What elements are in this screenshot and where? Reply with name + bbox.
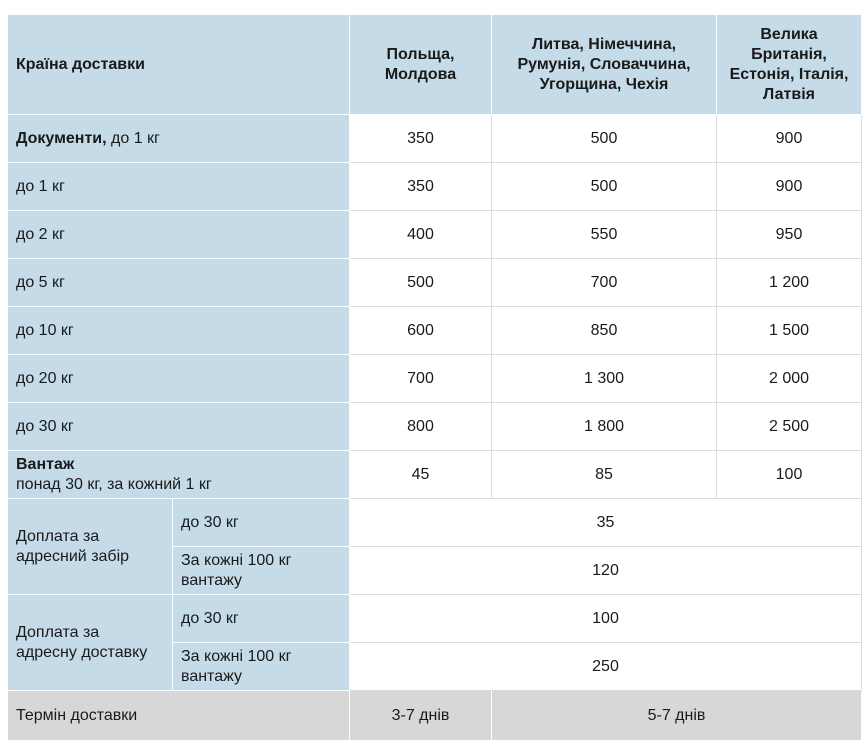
weight-zone3: 2 500 (717, 403, 862, 451)
pickup-value: 120 (350, 547, 862, 595)
zone2-header: Литва, Німеччина, Румунія, Словаччина, Угорщина, Чехія (492, 15, 717, 115)
weight-zone3: 900 (717, 163, 862, 211)
delivery-row (8, 595, 862, 643)
documents-zone1: 350 (350, 115, 492, 163)
documents-zone2: 500 (492, 115, 717, 163)
zone1-header: Польща, Молдова (350, 15, 492, 115)
weight-row (8, 211, 862, 259)
country-header: Країна доставки (8, 15, 350, 115)
weight-zone2: 850 (492, 307, 717, 355)
weight-zone1: 700 (350, 355, 492, 403)
cargo-label-bold: Вантаж (16, 455, 75, 473)
weight-zone2: 1 300 (492, 355, 717, 403)
weight-row (8, 307, 862, 355)
weight-zone2: 500 (492, 163, 717, 211)
term-label: Термін доставки (8, 691, 350, 741)
weight-zone1: 400 (350, 211, 492, 259)
documents-row (8, 115, 862, 163)
pickup-sub-label: За кожні 100 кг вантажу (173, 547, 350, 595)
weight-zone3: 1 500 (717, 307, 862, 355)
weight-row (8, 355, 862, 403)
weight-label: до 30 кг (8, 403, 350, 451)
documents-label-rest: до 1 кг (106, 129, 160, 147)
documents-zone3: 900 (717, 115, 862, 163)
weight-zone2: 700 (492, 259, 717, 307)
zone3-header: Велика Британія, Естонія, Італія, Латвія (717, 15, 862, 115)
weight-zone1: 600 (350, 307, 492, 355)
delivery-sub-label: до 30 кг (173, 595, 350, 643)
weight-zone2: 1 800 (492, 403, 717, 451)
weight-zone1: 500 (350, 259, 492, 307)
cargo-label-rest: понад 30 кг, за кожний 1 кг (16, 475, 212, 493)
pickup-sub-label: до 30 кг (173, 499, 350, 547)
weight-label: до 1 кг (8, 163, 350, 211)
shipping-rates-table (7, 14, 862, 741)
cargo-label (8, 451, 350, 499)
weight-zone1: 800 (350, 403, 492, 451)
weight-row (8, 163, 862, 211)
weight-label: до 10 кг (8, 307, 350, 355)
cargo-zone1: 45 (350, 451, 492, 499)
term-zone23: 5-7 днів (492, 691, 862, 741)
cargo-zone2: 85 (492, 451, 717, 499)
cargo-zone3: 100 (717, 451, 862, 499)
cargo-row (8, 451, 862, 499)
delivery-label: Доплата за адресну доставку (8, 595, 173, 691)
weight-row (8, 403, 862, 451)
header-row (8, 15, 862, 115)
pickup-value: 35 (350, 499, 862, 547)
weight-zone3: 1 200 (717, 259, 862, 307)
weight-zone2: 550 (492, 211, 717, 259)
term-zone1: 3-7 днів (350, 691, 492, 741)
pickup-row (8, 499, 862, 547)
weight-row (8, 259, 862, 307)
documents-label-bold: Документи, (16, 129, 107, 147)
term-row (8, 691, 862, 741)
weight-label: до 5 кг (8, 259, 350, 307)
delivery-value: 100 (350, 595, 862, 643)
weight-zone3: 950 (717, 211, 862, 259)
pickup-label: Доплата за адресний забір (8, 499, 173, 595)
documents-label (8, 115, 350, 163)
weight-zone1: 350 (350, 163, 492, 211)
weight-label: до 20 кг (8, 355, 350, 403)
weight-label: до 2 кг (8, 211, 350, 259)
delivery-value: 250 (350, 643, 862, 691)
delivery-sub-label: За кожні 100 кг вантажу (173, 643, 350, 691)
weight-zone3: 2 000 (717, 355, 862, 403)
